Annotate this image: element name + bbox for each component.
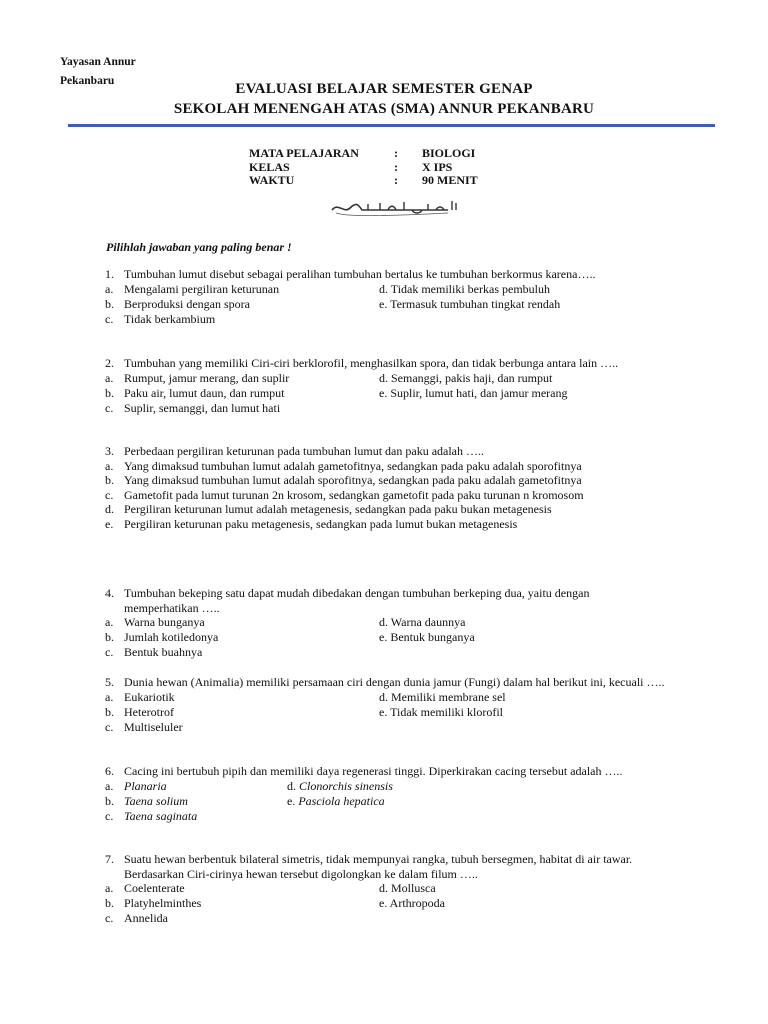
option-row: [105, 615, 665, 630]
option-row: [105, 705, 665, 720]
question-7: [105, 852, 665, 927]
option-text: Gametofit pada lumut turunan 2n krosom, sedangkan gametofit pada paku turunan n kromosom: [124, 487, 584, 502]
option-letter: d.: [287, 778, 296, 793]
answer-option-e[interactable]: [379, 630, 475, 645]
foundation-name: Yayasan Annur: [60, 56, 136, 68]
option-row: [105, 896, 665, 911]
info-value: 90 MENIT: [422, 173, 478, 187]
option-text: Tidak berkambium: [124, 311, 216, 326]
option-text: Pergiliran keturunan paku metagenesis, sedangkan pada lumut bukan metagenesis: [124, 516, 518, 531]
answer-option-d[interactable]: [379, 615, 465, 630]
option-row: [105, 794, 665, 809]
question-text: Tumbuhan lumut disebut sebagai peralihan tumbuhan bertalus ke tumbuhan berkormus karena…..: [124, 267, 596, 281]
option-letter: b.: [105, 896, 114, 911]
question-stem: [105, 444, 665, 459]
option-text: e. Bentuk bunganya: [379, 630, 475, 645]
option-row: [105, 401, 665, 416]
option-letter: b.: [105, 630, 114, 645]
question-stem: [105, 852, 665, 881]
question-text: Dunia hewan (Animalia) memiliki persamaan ciri dengan dunia jamur (Fungi) dalam hal berikut ini, kecuali …..: [124, 675, 665, 689]
option-row: [105, 282, 665, 297]
option-text: Bentuk buahnya: [124, 645, 203, 660]
option-letter: a.: [105, 689, 114, 704]
answer-option-d[interactable]: [105, 502, 665, 517]
question-text: Tumbuhan bekeping satu dapat mudah dibedakan dengan tumbuhan berkeping dua, yaitu dengan memperhatikan …..: [124, 586, 590, 615]
exam-info-block: [249, 147, 478, 188]
answer-option-e[interactable]: [379, 896, 445, 911]
answer-option-e[interactable]: [379, 297, 560, 312]
option-letter: c.: [105, 719, 114, 734]
info-value: X IPS: [422, 159, 453, 174]
option-letter: b.: [105, 704, 114, 719]
question-number: 5.: [105, 675, 114, 689]
info-separator: :: [394, 146, 398, 160]
option-row: [105, 690, 665, 705]
answer-option-a[interactable]: [105, 779, 167, 794]
option-letter: d.: [105, 502, 114, 516]
option-text: Pergiliran keturunan lumut adalah metagenesis, sedangkan pada paku bukan metagenesis: [124, 502, 552, 516]
answer-option-b[interactable]: [105, 297, 250, 312]
question-6: [105, 764, 665, 824]
option-row: [105, 371, 665, 386]
answer-option-e[interactable]: [105, 517, 665, 532]
option-text: Multiseluler: [124, 719, 183, 734]
option-letter: c.: [105, 645, 114, 660]
answer-option-c[interactable]: [105, 645, 202, 660]
option-text: Planaria: [124, 778, 167, 793]
info-row-subject: [249, 147, 478, 161]
option-letter: b.: [105, 296, 114, 311]
question-3: [105, 444, 665, 531]
option-row: [105, 297, 665, 312]
answer-option-e[interactable]: [379, 386, 567, 401]
option-row: [105, 645, 665, 660]
option-letter: b.: [105, 473, 114, 487]
answer-option-a[interactable]: [105, 690, 175, 705]
answer-option-c[interactable]: [105, 488, 665, 503]
answer-option-a[interactable]: [105, 615, 205, 630]
info-label: MATA PELAJARAN: [249, 146, 359, 160]
option-row: [105, 881, 665, 896]
answer-option-c[interactable]: [105, 312, 215, 327]
option-row: [105, 779, 665, 794]
question-1: [105, 267, 665, 327]
answer-option-b[interactable]: [105, 386, 285, 401]
option-row: [105, 720, 665, 735]
question-stem: [105, 267, 665, 282]
question-number: 4.: [105, 586, 114, 600]
option-text: d. Warna daunnya: [379, 615, 466, 629]
question-number: 3.: [105, 444, 114, 458]
option-text: Paku air, lumut daun, dan rumput: [124, 385, 285, 400]
basmalah-calligraphy-icon: [328, 198, 462, 218]
option-letter: a.: [105, 778, 114, 793]
option-letter: a.: [105, 881, 114, 895]
answer-option-e[interactable]: [287, 794, 385, 809]
answer-option-d[interactable]: [287, 779, 393, 794]
option-text: e. Arthropoda: [379, 896, 445, 911]
exam-title: EVALUASI BELAJAR SEMESTER GENAP: [235, 81, 533, 97]
answer-option-c[interactable]: [105, 809, 197, 824]
info-row-class: [249, 161, 478, 175]
option-text: d. Tidak memiliki berkas pembuluh: [379, 281, 550, 296]
option-letter: c.: [105, 400, 114, 415]
option-letter: a.: [105, 458, 114, 473]
answer-option-d[interactable]: [379, 371, 552, 386]
option-text: e. Termasuk tumbuhan tingkat rendah: [379, 296, 561, 311]
question-4: [105, 586, 665, 661]
question-number: 2.: [105, 356, 114, 370]
question-stem: [105, 586, 665, 615]
option-text: Coelenterate: [124, 881, 185, 895]
option-letter: b.: [105, 793, 114, 808]
option-text: Yang dimaksud tumbuhan lumut adalah sporofitnya, sedangkan pada paku adalah gametofitnya: [124, 473, 582, 487]
option-text: Annelida: [124, 911, 168, 926]
question-5: [105, 675, 665, 735]
info-value: BIOLOGI: [422, 146, 476, 160]
option-letter: e.: [287, 793, 296, 808]
question-text: Perbedaan pergiliran keturunan pada tumbuhan lumut dan paku adalah …..: [124, 444, 484, 458]
answer-option-b[interactable]: [105, 896, 201, 911]
info-label: WAKTU: [249, 173, 295, 187]
option-text: d. Memiliki membrane sel: [379, 689, 506, 704]
answer-option-d[interactable]: [379, 282, 550, 297]
option-text: d. Mollusca: [379, 881, 436, 895]
option-row: [105, 386, 665, 401]
answer-option-d[interactable]: [379, 690, 506, 705]
option-text: Warna bunganya: [124, 615, 205, 629]
option-text: Heterotrof: [124, 704, 174, 719]
option-row: [105, 911, 665, 926]
option-text: Taena saginata: [124, 808, 198, 823]
option-row: [105, 809, 665, 824]
option-letter: a.: [105, 370, 114, 385]
answer-option-b[interactable]: [105, 473, 665, 488]
answer-option-e[interactable]: [379, 705, 503, 720]
question-stem: [105, 356, 665, 371]
question-text: Cacing ini bertubuh pipih dan memiliki daya regenerasi tinggi. Diperkirakan cacing tersebut adalah …..: [124, 764, 623, 778]
option-letter: a.: [105, 281, 114, 296]
question-number: 1.: [105, 267, 114, 281]
option-letter: c.: [105, 311, 114, 326]
option-text: Eukariotik: [124, 689, 175, 704]
option-text: Rumput, jamur merang, dan suplir: [124, 370, 290, 385]
answer-option-b[interactable]: [105, 794, 188, 809]
answer-option-a[interactable]: [105, 282, 279, 297]
option-text: Taena solium: [124, 793, 188, 808]
option-text: d. Semanggi, pakis haji, dan rumput: [379, 370, 553, 385]
option-text: Platyhelminthes: [124, 896, 202, 911]
info-separator: :: [394, 173, 398, 187]
option-text: Jumlah kotiledonya: [124, 630, 219, 645]
option-letter: b.: [105, 385, 114, 400]
answer-option-c[interactable]: [105, 720, 183, 735]
option-letter: c.: [105, 487, 114, 502]
info-separator: :: [394, 159, 398, 174]
option-letter: c.: [105, 911, 114, 926]
option-letter: a.: [105, 615, 114, 629]
question-2: [105, 356, 665, 416]
question-text: Suatu hewan berbentuk bilateral simetris, tidak mempunyai rangka, tubuh bersegmen, habitat di air tawar. Berdasarkan Ciri-cirinya hewan tersebut digolongkan ke dalam filum …..: [124, 852, 633, 881]
answer-option-c[interactable]: [105, 401, 280, 416]
option-text: Clonorchis sinensis: [299, 778, 393, 793]
question-stem: [105, 764, 665, 779]
answer-option-a[interactable]: [105, 459, 665, 474]
option-text: Pasciola hepatica: [298, 793, 385, 808]
school-name: SEKOLAH MENENGAH ATAS (SMA) ANNUR PEKANBARU: [173, 101, 595, 117]
option-text: Berproduksi dengan spora: [124, 296, 250, 311]
option-text: e. Tidak memiliki klorofil: [379, 704, 504, 719]
option-text: e. Suplir, lumut hati, dan jamur merang: [379, 385, 568, 400]
option-row: [105, 312, 665, 327]
question-number: 7.: [105, 852, 114, 866]
answer-option-a[interactable]: [105, 371, 289, 386]
answer-option-b[interactable]: [105, 630, 218, 645]
answer-option-c[interactable]: [105, 911, 168, 926]
header-divider: [68, 124, 715, 127]
option-letter: e.: [105, 516, 114, 531]
info-label: KELAS: [249, 159, 290, 174]
info-row-time: [249, 174, 478, 188]
option-letter: c.: [105, 808, 114, 823]
option-text: Yang dimaksud tumbuhan lumut adalah gametofitnya, sedangkan pada paku adalah sporofitnya: [124, 458, 582, 473]
question-text: Tumbuhan yang memiliki Ciri-ciri berklorofil, menghasilkan spora, dan tidak berbunga antara lain …..: [124, 356, 619, 370]
question-number: 6.: [105, 764, 114, 778]
instruction-text: Pilihlah jawaban yang paling benar !: [106, 240, 292, 254]
option-row: [105, 630, 665, 645]
option-text: Mengalami pergiliran keturunan: [124, 281, 280, 296]
answer-option-a[interactable]: [105, 881, 185, 896]
foundation-city: Pekanbaru: [60, 75, 115, 87]
question-stem: [105, 675, 665, 690]
answer-option-b[interactable]: [105, 705, 174, 720]
answer-option-d[interactable]: [379, 881, 436, 896]
option-text: Suplir, semanggi, dan lumut hati: [124, 400, 281, 415]
